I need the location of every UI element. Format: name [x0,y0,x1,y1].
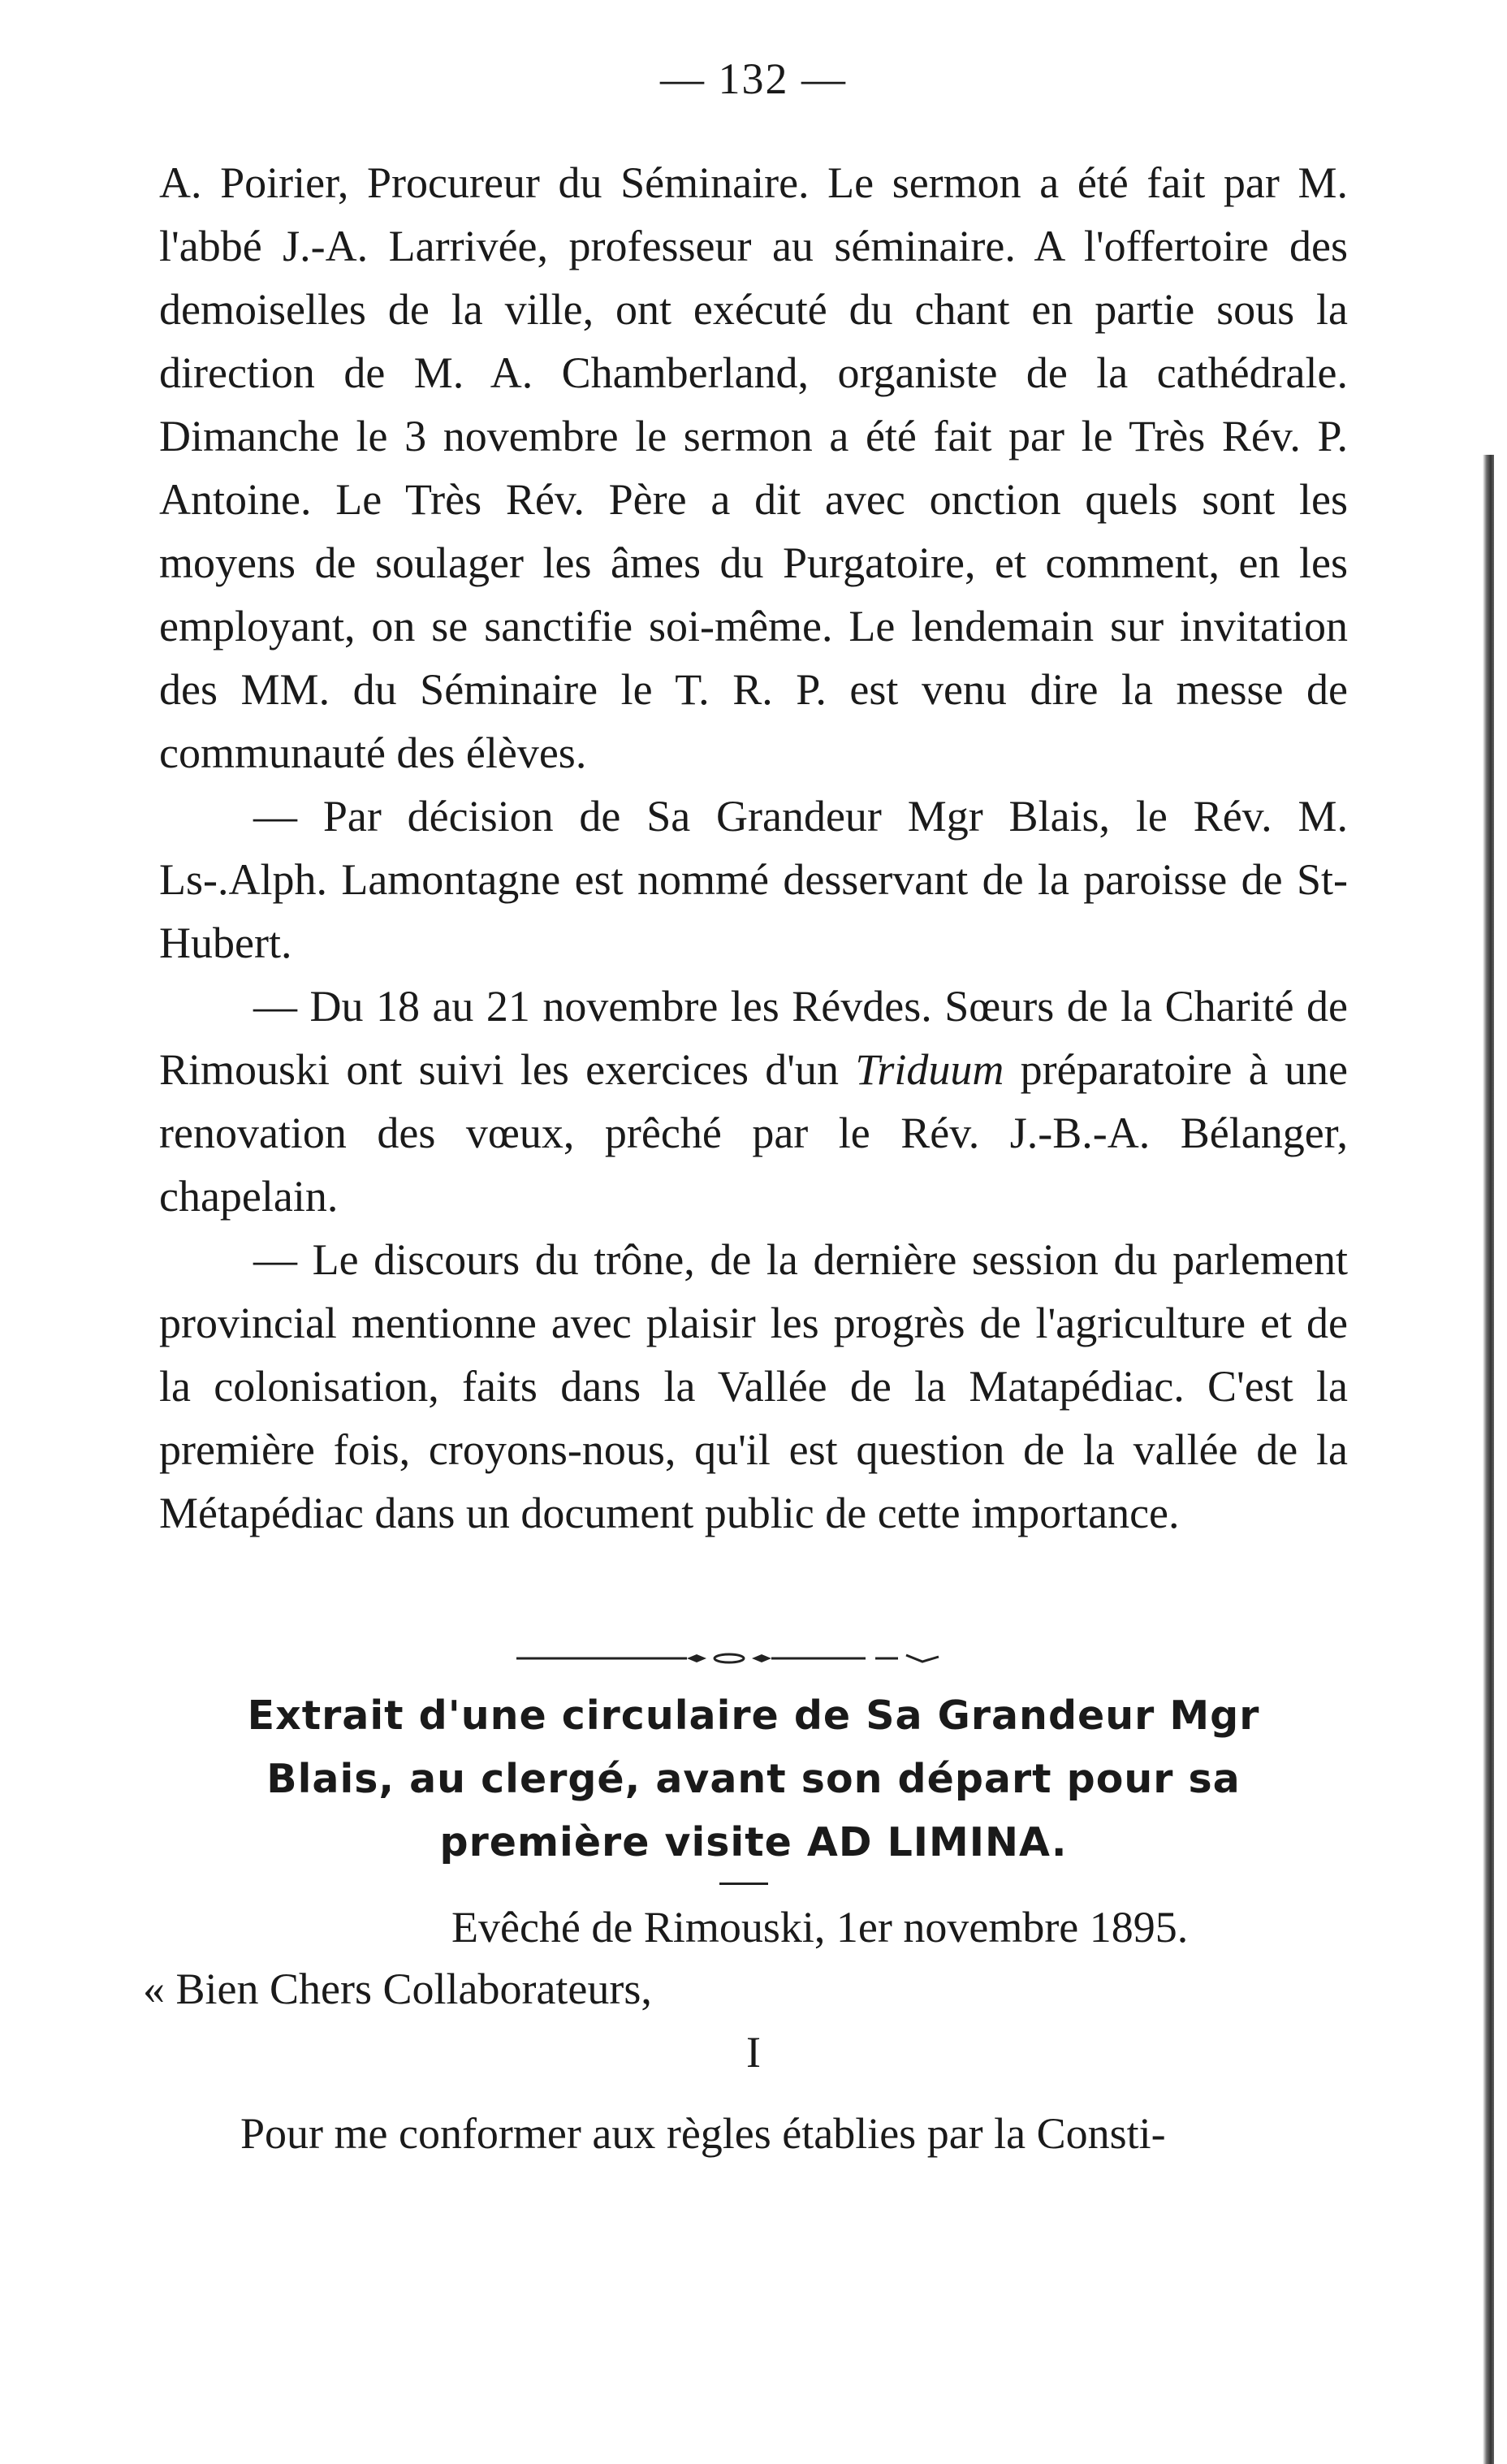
paragraph [159,1228,1348,1545]
page-edge-shadow [1483,455,1494,2464]
letter-first-line: Pour me conformer aux règles établies par la Consti- [240,2109,1166,2158]
letter-date: Evêché de Rimouski, 1er novembre 1895. [451,1903,1189,1952]
short-rule [719,1883,768,1885]
paragraph [159,975,1348,1228]
paragraph-text: A. Poirier, Procureur du Séminaire. Le sermon a été fait par M. l'abbé J.-A. Larrivée, professeur au séminaire. A l'offertoire des demoiselles de la ville, ont exécuté du chant en partie sous la direction de M. A. Chamberland, organiste de la cathédrale. Dimanche le 3 novembre le sermon a été fait par le Très Rév. P. Antoine. Le Très Rév. Père a dit avec onction quels sont les moyens de soulager les âmes du Purgatoire, et comment, en les employant, on se sanctifie soi-même. Le lendemain sur invitation des MM. du Séminaire le T. R. P. est venu dire la messe de communauté des élèves. [159,158,1348,777]
section-numeral: I [746,2028,761,2077]
heading-line: Extrait d'une circulaire de Sa Grandeur Mgr [247,1692,1260,1739]
page-number: — 132 — [660,54,847,103]
letter-salutation: « Bien Chers Collaborateurs, [143,1965,652,2013]
body-text [159,151,1348,1545]
paragraph-text: — Du 18 au 21 novembre les Révdes. Sœurs de la Charité de Rimouski ont suivi les exercices d'un [159,982,1348,1094]
paragraph [159,785,1348,975]
italic-text: Triduum [855,1045,1004,1094]
paragraph-text: — Par décision de Sa Grandeur Mgr Blais, le Rév. M. Ls-.Alph. Lamontagne est nommé desservant de la paroisse de St-Hubert. [159,792,1348,967]
paragraph [159,151,1348,785]
paragraph-text: — Le discours du trône, de la dernière session du parlement provincial mentionne avec plaisir les progrès de l'agriculture et de la colonisation, faits dans la Vallée de la Matapédiac. C'est la première fois, croyons-nous, qu'il est question de la vallée de la Métapédiac dans un document public de cette importance. [159,1235,1348,1537]
ornament-divider [516,1650,971,1666]
heading-line: première visite AD LIMINA. [439,1819,1068,1865]
section-heading [159,1684,1348,1874]
paragraph-text: préparatoire à une renovation des vœux, prêché par le Rév. J.-B.-A. Bélanger, chapelain. [159,1045,1348,1221]
heading-line: Blais, au clergé, avant son départ pour sa [266,1756,1241,1802]
